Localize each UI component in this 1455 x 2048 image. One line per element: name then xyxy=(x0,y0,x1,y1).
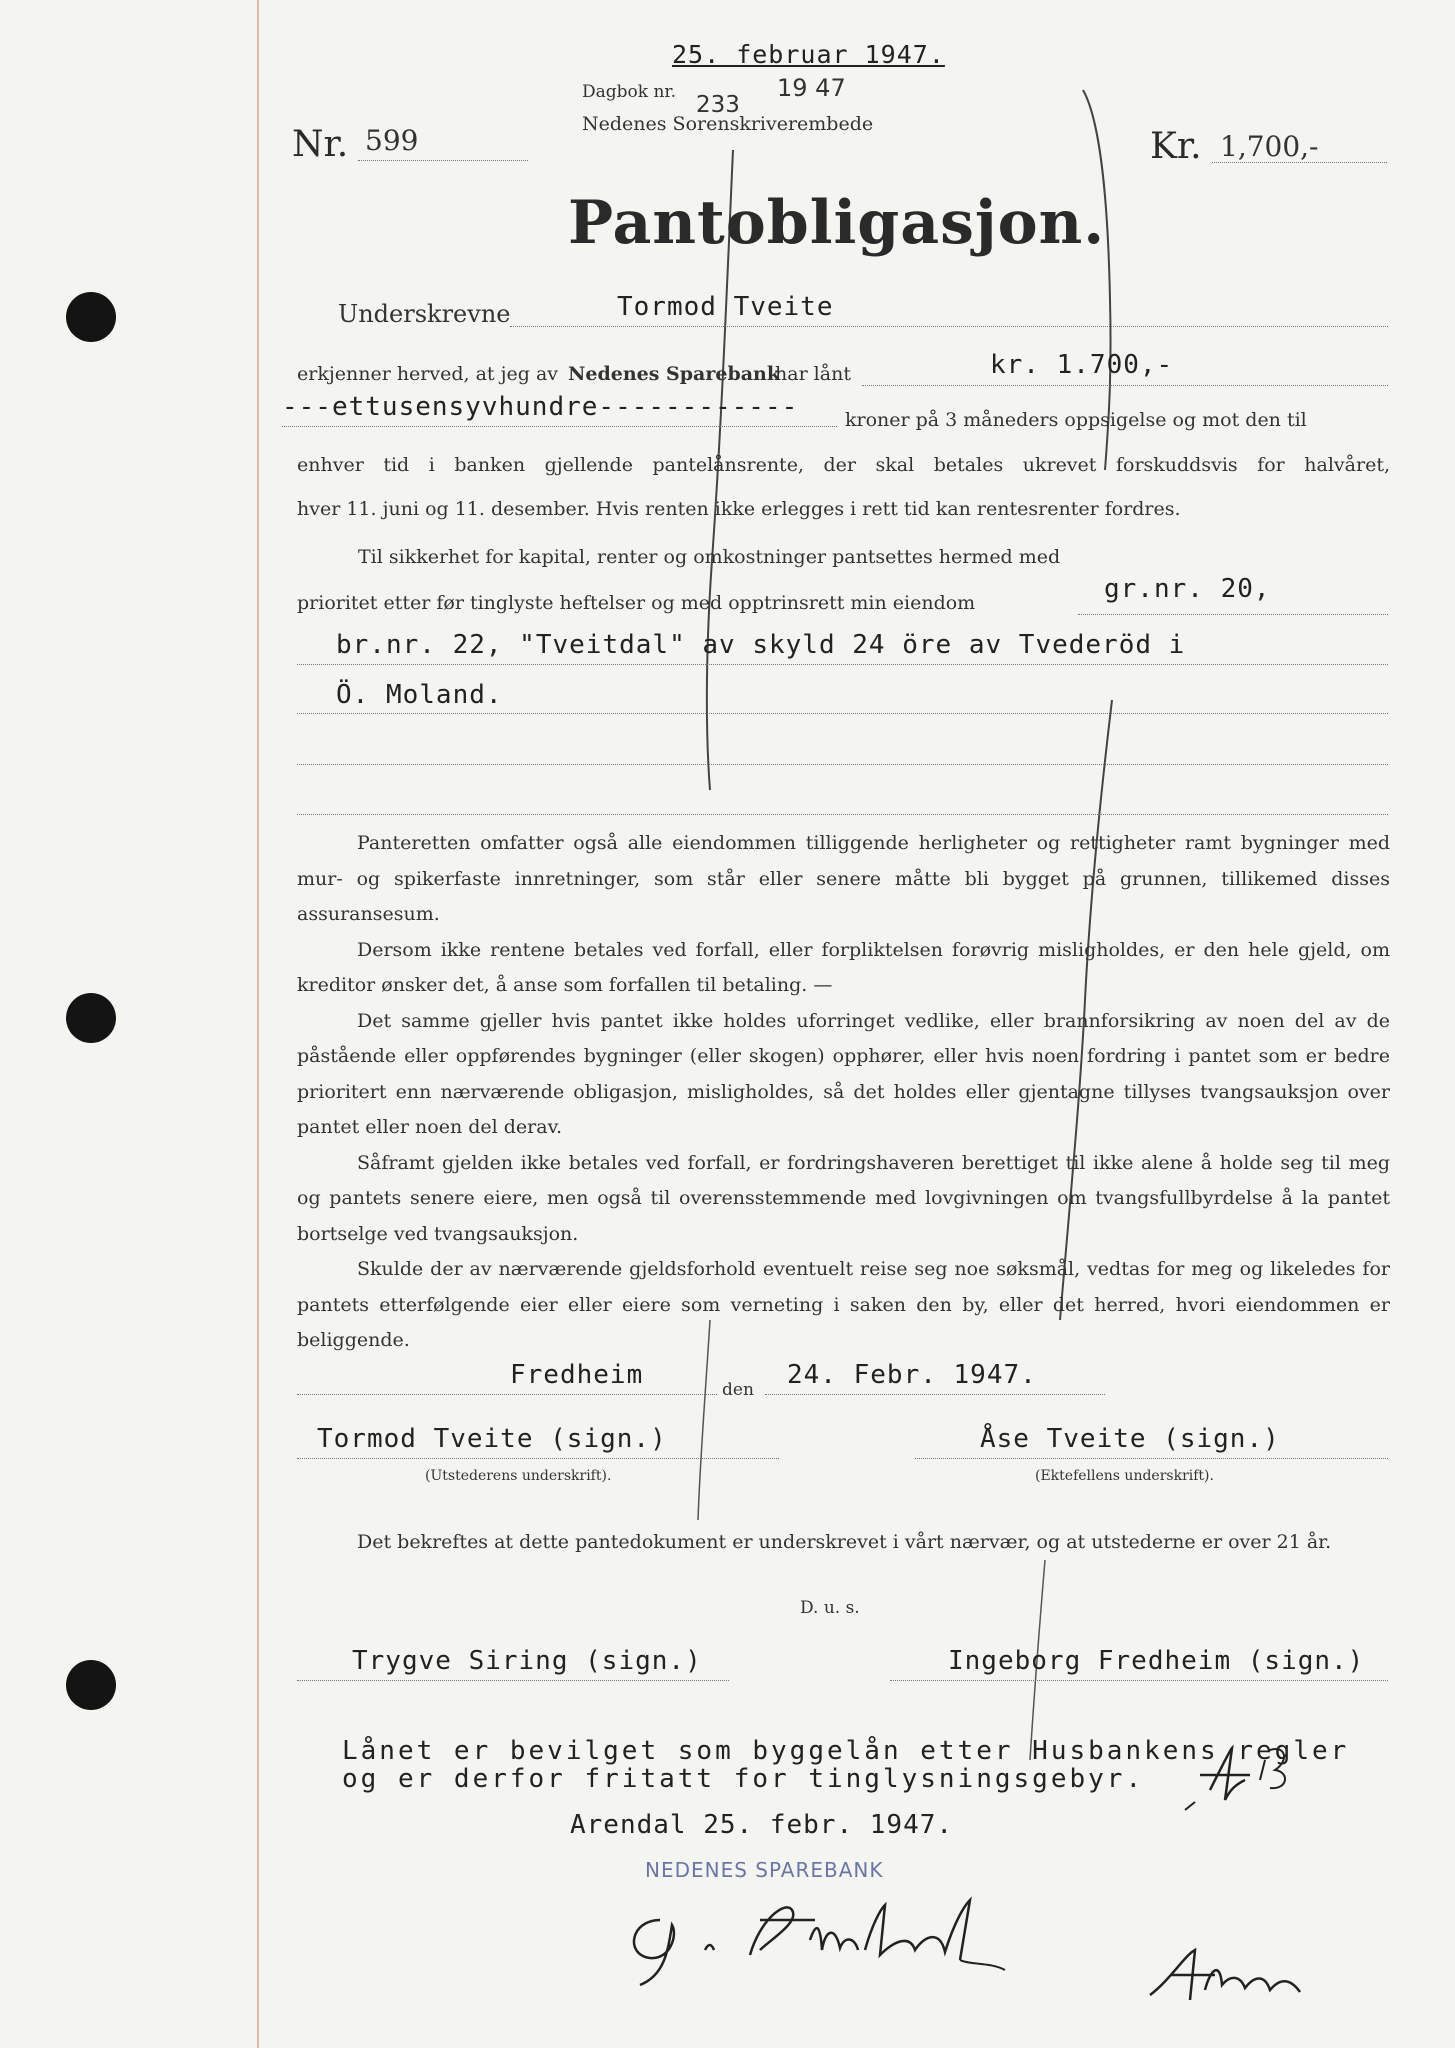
clauses-block xyxy=(297,826,1390,1359)
terms-line-1: kroner på 3 måneders oppsigelse og mot den til xyxy=(845,409,1307,431)
kr-label: Kr. xyxy=(1150,126,1202,167)
dagbok-year: 19 47 xyxy=(777,74,846,102)
terms-line-2: enhver tid i banken gjellende pantelånsrente, der skal betales ukrevet forskuddsvis for halvåret, xyxy=(297,454,1390,476)
nr-dotline xyxy=(358,160,528,161)
borrower-dotline xyxy=(510,326,1388,327)
clause-enforcement: Såframt gjelden ikke betales ved forfall, er fordringshaveren berettiget til ikke alene å holde seg til meg og pantets senere eiere, men også til overensstemmende med lovgivningen om tvangsfullbyrdelse å la pantet bortselge ved tvangsauksjon. xyxy=(297,1151,1390,1245)
date-dotline xyxy=(765,1394,1105,1395)
handwritten-signature xyxy=(610,1880,1030,1990)
nr-value: 599 xyxy=(365,124,419,157)
document-title: Pantobligasjon. xyxy=(568,188,1106,258)
property-line-3: Ö. Moland. xyxy=(336,680,503,710)
witness-1: Trygve Siring (sign.) xyxy=(352,1646,702,1676)
signer-1-dotline xyxy=(297,1458,779,1459)
kr-value: 1,700,- xyxy=(1220,130,1319,163)
amount-in-words: ---ettusensyvhundre------------ xyxy=(282,392,799,422)
witness-text: Det bekreftes at dette pantedokument er underskrevet i vårt nærvær, og at utstederne er over 21 år. xyxy=(357,1531,1332,1553)
bank-name: Nedenes Sparebank xyxy=(568,363,781,385)
signer-2-caption: (Ektefellens underskrift). xyxy=(1035,1468,1214,1484)
initials-mark xyxy=(1170,1730,1310,1830)
note-line-2: og er derfor fritatt for tinglysningsgebyr. xyxy=(342,1764,1145,1794)
property-dotline-2 xyxy=(297,713,1388,714)
property-line-2: br.nr. 22, "Tveitdal" av skyld 24 öre av Tvederöd i xyxy=(336,630,1186,660)
signer-2: Åse Tveite (sign.) xyxy=(980,1424,1280,1454)
clause-venue: Skulde der av nærværende gjeldsforhold eventuelt reise seg noe søksmål, vedtas for meg og likeledes for pantets etterfølgende eier eller eiere som verneting i saken den by, eller det herred, hvori eiendommen er beliggende. xyxy=(297,1258,1390,1351)
security-line-1: Til sikkerhet for kapital, renter og omkostninger pantsettes hermed med xyxy=(358,546,1061,568)
signer-1-caption: (Utstederens underskrift). xyxy=(425,1468,612,1484)
borrower-label: Underskrevne xyxy=(338,300,511,328)
property-dotline-1 xyxy=(297,664,1388,665)
terms-line-3: hver 11. juni og 11. desember. Hvis renten ikke erlegges i rett tid kan rentesrenter fordres. xyxy=(297,498,1181,520)
note-line-1: Lånet er bevilget som byggelån etter Husbankens regler xyxy=(342,1736,1350,1766)
witness-1-dotline xyxy=(297,1680,729,1681)
security-line-2: prioritet etter før tinglyste heftelser og med opptrinsrett min eiendom xyxy=(297,592,976,614)
loan-text-1: erkjenner herved, at jeg av xyxy=(297,363,558,385)
den-label: den xyxy=(722,1380,754,1400)
place-dotline xyxy=(297,1394,717,1395)
amount-dotline xyxy=(862,385,1388,386)
property-dotline-3 xyxy=(297,764,1388,765)
note-line-3: Arendal 25. febr. 1947. xyxy=(570,1810,954,1840)
property-dotline-0 xyxy=(1078,614,1388,615)
clause-maintenance: Det samme gjeller hvis pantet ikke holdes uforringet vedlike, eller brannforsikring av noen del av de påstående eller oppførendes bygninger (eller skogen) opphører, eller hvis noen fordring i pantet som er bedre prioritert enn nærværende obligasjon, misligholdes, så det holdes eller gjentagne tillyses tvangsauksjon over pantet eller noen del derav. xyxy=(297,1009,1390,1138)
property-line-1: gr.nr. 20, xyxy=(1104,574,1271,604)
clause-pledge-scope: Panteretten omfatter også alle eiendommen tilliggende herligheter og rettigheter ramt bygninger med mur- og spikerfaste innretninger, som står eller senere måtte bli bygget på grunnen, tillikemed disses assuransesum. xyxy=(297,832,1390,925)
office-name: Nedenes Sorenskriverembede xyxy=(582,113,874,135)
dagbok-number: 233 xyxy=(696,92,740,118)
nr-label: Nr. xyxy=(292,124,349,165)
witness-2-dotline xyxy=(890,1680,1388,1681)
signer-2-dotline xyxy=(915,1458,1388,1459)
header-date: 25. februar 1947. xyxy=(672,40,945,69)
clause-default: Dersom ikke rentene betales ved forfall, eller forpliktelsen forøvrig misligholdes, er den hele gjeld, om kreditor ønsker det, å anse som forfallen til betaling. — xyxy=(297,938,1390,996)
bank-stamp: NEDENES SPAREBANK xyxy=(645,1858,884,1882)
signer-1: Tormod Tveite (sign.) xyxy=(317,1424,667,1454)
kr-dotline xyxy=(1212,162,1387,163)
loan-text-2: har lånt xyxy=(775,363,851,385)
dagbok-label: Dagbok nr. xyxy=(582,82,677,102)
words-dotline xyxy=(282,426,837,427)
dus-label: D. u. s. xyxy=(800,1598,860,1618)
signing-place: Fredheim xyxy=(510,1360,644,1390)
signing-date: 24. Febr. 1947. xyxy=(787,1360,1037,1390)
witness-2: Ingeborg Fredheim (sign.) xyxy=(948,1646,1365,1676)
borrower-name: Tormod Tveite xyxy=(617,292,834,322)
property-dotline-4 xyxy=(297,814,1388,815)
loan-amount: kr. 1.700,- xyxy=(990,350,1174,380)
second-initials-mark xyxy=(1140,1940,1340,2010)
